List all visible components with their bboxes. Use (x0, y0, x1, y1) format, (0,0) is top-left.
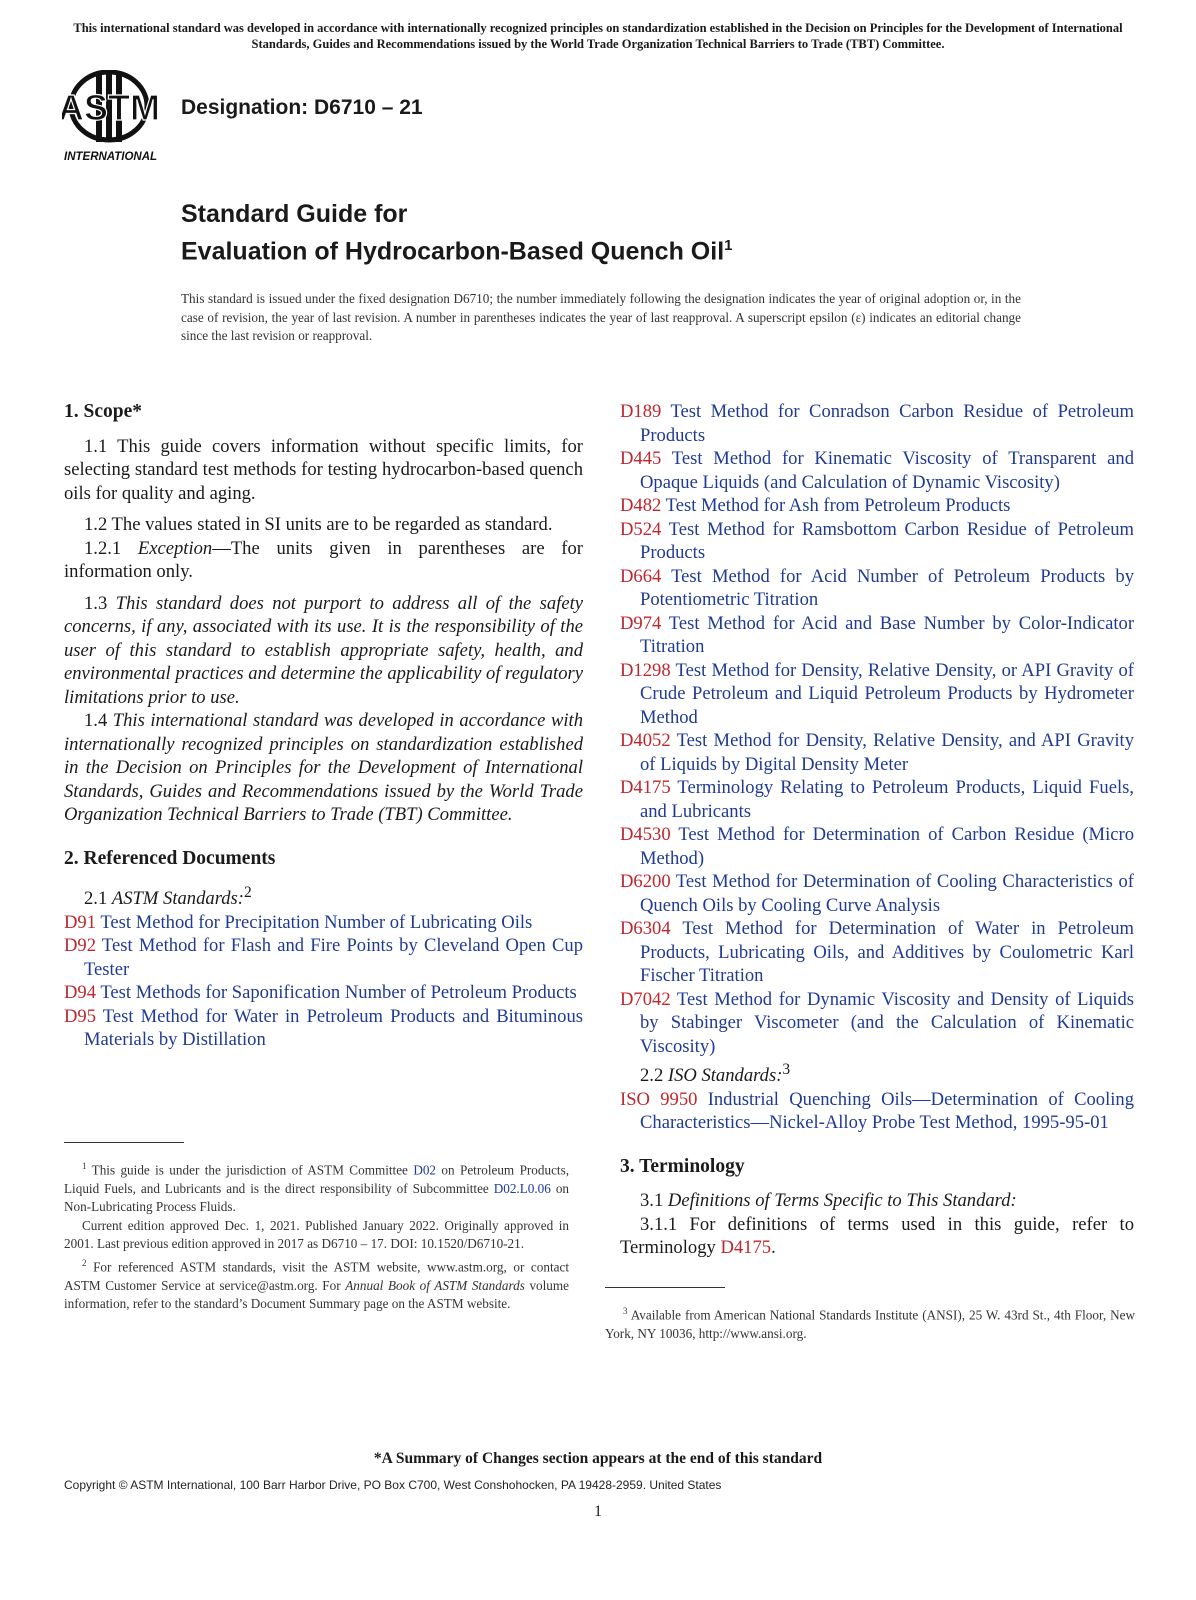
svg-text:INTERNATIONAL: INTERNATIONAL (64, 151, 158, 163)
ref-item[interactable]: D664 Test Method for Acid Number of Petroleum Products by Potentiometric Titration (620, 565, 1135, 610)
para-1-3: 1.3 This standard does not purport to address all of the safety concerns, if any, associated with its use. It is the responsibility of the user of this standard to establish appropriate safety, health, and environmental practices and determine the applicability of regulatory limitations prior to use. (64, 592, 583, 708)
footnotes-right (605, 1302, 1135, 1343)
para-1-1: 1.1 This guide covers information without specific limits, for selecting standard test methods for testing hydrocarbon-based quench oils for quality and aging. (64, 435, 583, 504)
ref-item[interactable]: D91 Test Method for Precipitation Number of Lubricating Oils (64, 911, 533, 933)
ref-item[interactable]: D482 Test Method for Ash from Petroleum Products (620, 495, 1011, 516)
top-notice: This international standard was developed in accordance with internationally recognized principles on standardization established in the Decision on Principles for the Development of International Standards, Guides and Recommendations issued by the World Trade Organization Technical Barriers to Trade (TBT) Committee. (73, 21, 1123, 51)
title-line-1: Standard Guide for (181, 200, 408, 228)
designation: Designation: D6710 – 21 (181, 96, 423, 119)
footnote-1-edition: Current edition approved Dec. 1, 2021. Published January 2022. Originally approved in 2001. Last previous edition approved in 2017 as D6710 – 17. DOI: 10.1520/D6710-21. (64, 1217, 569, 1252)
ref-item[interactable]: D6200 Test Method for Determination of Cooling Characteristics of Quench Oils by Cooling Curve Analysis (620, 871, 1134, 916)
ref-item[interactable]: D92 Test Method for Flash and Fire Points by Cleveland Open Cup Tester (64, 935, 584, 980)
subcommittee-link[interactable]: D02.L0.06 (493, 1180, 551, 1196)
ref-item[interactable]: D4052 Test Method for Density, Relative Density, and API Gravity of Liquids by Digital Density Meter (620, 730, 1135, 775)
document-title (181, 198, 732, 267)
ref-item[interactable]: D445 Test Method for Kinematic Viscosity of Transparent and Opaque Liquids (and Calculation of Dynamic Viscosity) (620, 448, 1134, 493)
ref-item[interactable]: D95 Test Method for Water in Petroleum Products and Bituminous Materials by Distillation (64, 1005, 583, 1051)
para-3-1: 3.1 Definitions of Terms Specific to This Standard: (640, 1190, 1017, 1212)
terminology-link[interactable]: D4175 (720, 1237, 772, 1259)
footnote-rule-left (64, 1142, 184, 1143)
footnote-2: $^2$ For referenced ASTM standards, visit the ASTM website, www.astm.org, or contact ASTM Customer Service at service@astm.org. For Annual Book of ASTM Standards volume information, refer to the standard’s Document Summary page on the ASTM website. (64, 1257, 570, 1312)
ref-item[interactable]: D4175 Terminology Relating to Petroleum Products, Liquid Fuels, and Lubricants (620, 777, 1135, 822)
section-heading-scope: 1. Scope* (64, 401, 142, 422)
ref-item[interactable]: D1298 Test Method for Density, Relative Density, or API Gravity of Crude Petroleum and Liquid Petroleum Products by Hydrometer Method (620, 659, 1134, 728)
astm-standards-label: 2.1 ASTM Standards:$^2$ (84, 884, 252, 910)
issue-note: This standard is issued under the fixed designation D6710; the number immediately following the designation indicates the year of original adoption or, in the case of revision, the year of last revision. A number in parentheses indicates the year of last reapproval. A superscript epsilon (ε) indicates an editorial change since the last revision or reapproval. (181, 291, 1021, 343)
astm-logo (62, 70, 170, 166)
left-column (64, 400, 583, 1052)
title-line-2: Evaluation of Hydrocarbon-Based Quench Oil$^1$ (181, 237, 733, 266)
ref-item[interactable]: D189 Test Method for Conradson Carbon Residue of Petroleum Products (620, 401, 1134, 446)
footnote-rule-right (605, 1287, 725, 1288)
ref-item[interactable]: D4530 Test Method for Determination of Carbon Residue (Micro Method) (620, 824, 1134, 869)
ref-item[interactable]: D94 Test Methods for Saponification Number of Petroleum Products (64, 982, 577, 1004)
iso-standards-label: 2.2 ISO Standards:$^3$ (640, 1061, 791, 1087)
ref-item[interactable]: D6304 Test Method for Determination of Water in Petroleum Products, Lubricating Oils, and Additives by Coulometric Karl Fischer Titration (620, 918, 1135, 986)
committee-link[interactable]: D02 (413, 1162, 437, 1178)
summary-of-changes-note: *A Summary of Changes section appears at the end of this standard (373, 1450, 823, 1467)
para-1-2-1: 1.2.1 Exception—The units given in parentheses are for information only. (64, 537, 583, 582)
page-number: 1 (594, 1503, 602, 1520)
copyright: Copyright © ASTM International, 100 Barr Harbor Drive, PO Box C700, West Conshohocken, PA 19428-2959. United States (64, 1478, 722, 1492)
footnote-3: $^3$ Available from American National Standards Institute (ANSI), 25 W. 43rd St., 4th Floor, New York, NY 10036, http://www.ansi.org. (605, 1306, 1135, 1341)
astm-logo-icon (62, 70, 170, 166)
title-footnote-ref[interactable]: 1 (724, 237, 733, 254)
ref-item[interactable]: D524 Test Method for Ramsbottom Carbon Residue of Petroleum Products (620, 518, 1134, 563)
footnotes-left (64, 1157, 569, 1314)
ref-item[interactable]: ISO 9950 Industrial Quenching Oils—Determination of Cooling Characteristics—Nickel-Alloy Probe Test Method, 1995-95-01 (620, 1088, 1134, 1134)
footnote-1: $^1$ This guide is under the jurisdiction of ASTM Committee D02 on Petroleum Products, Liquid Fuels, and Lubricants and is the direct responsibility of Subcommittee D02.L0.06 on Non-Lubricating Process Fluids. (64, 1161, 570, 1215)
para-1-4: 1.4 This international standard was developed in accordance with internationally recognized principles on standardization established in the Decision on Principles for the Development of International Standards, Guides and Recommendations issued by the World Trade Organization Technical Barriers to Trade (TBT) Committee. (64, 710, 583, 825)
ref-item[interactable]: D974 Test Method for Acid and Base Number by Color-Indicator Titration (620, 612, 1135, 657)
para-1-2: 1.2 The values stated in SI units are to be regarded as standard. (84, 514, 553, 535)
para-3-1-1: 3.1.1 For definitions of terms used in this guide, refer to Terminology D4175. (620, 1213, 1134, 1259)
right-column (620, 400, 1134, 1260)
section-heading-referenced-documents: 2. Referenced Documents (64, 847, 276, 869)
svg-text:ASTM: ASTM (62, 87, 160, 128)
section-heading-terminology: 3. Terminology (620, 1155, 745, 1177)
ref-item[interactable]: D7042 Test Method for Dynamic Viscosity and Density of Liquids by Stabinger Viscometer (and the Calculation of Kinematic Viscosity) (620, 988, 1134, 1057)
